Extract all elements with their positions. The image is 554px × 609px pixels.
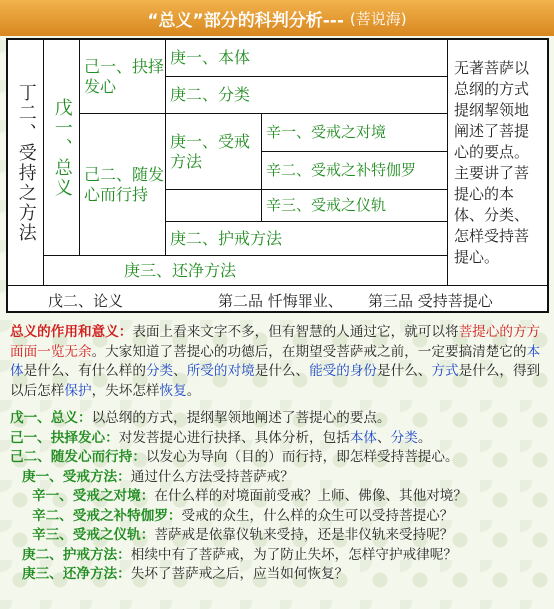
page-title: “总义”部分的科判分析--- xyxy=(147,10,344,31)
item-label: 庚三、还净方法： xyxy=(22,566,131,582)
cell-empty xyxy=(166,190,262,222)
cell-summary: 无著菩萨以总纲的方式提纲挈领地阐述了菩提心的要点。主要讲了菩提心的本体、分类、怎样受持菩提心。 xyxy=(448,40,547,286)
highlight-blue: 保护 xyxy=(64,382,92,399)
text-run: 。 xyxy=(186,382,201,399)
item-label: 庚一、受戒方法： xyxy=(22,468,131,485)
item-text: 以发心为导向（目的）而行持，即怎样受持菩提心。 xyxy=(145,449,459,465)
cell-geng3-huanjing: 庚三、还净方法 xyxy=(44,256,448,286)
item-wu1 xyxy=(10,409,550,429)
item-x1 xyxy=(10,487,550,507)
text-run: ，失坏怎样 xyxy=(91,382,160,399)
highlight-blue: 本体 xyxy=(349,429,378,446)
item-ji1 xyxy=(10,429,550,449)
highlight-blue: 分类 xyxy=(145,363,174,379)
item-g1 xyxy=(10,468,550,488)
cell-pin3: 第三品 受持菩提心 xyxy=(368,291,493,310)
item-x3 xyxy=(10,526,550,546)
item-g3 xyxy=(10,565,550,585)
cell-xin1: 辛一、受戒之对境 xyxy=(262,114,448,152)
outline-table xyxy=(6,38,549,313)
explanation-paragraph xyxy=(10,323,550,401)
cell-ji2: 己二、随发心而行持 xyxy=(80,114,166,256)
text-run: 是什么、有什么样的 xyxy=(23,363,146,379)
text-run: 是什么、 xyxy=(377,363,432,379)
highlight-blue: 恢复 xyxy=(159,382,187,399)
item-text: 受戒的众生，什么样的众生可以受持菩提心？ xyxy=(181,507,454,524)
text-run: 、 xyxy=(173,363,187,379)
highlight-blue: 所受的对境 xyxy=(186,363,255,379)
cell-wu1: 戊一、总义 xyxy=(44,40,80,256)
highlight-blue: 分类 xyxy=(390,429,418,446)
highlight-blue: 本体 xyxy=(10,343,541,379)
item-label: 己一、抉择发心： xyxy=(10,429,119,446)
item-label: 戊一、总义： xyxy=(10,410,92,426)
cell-ding2: 丁二、受持之方法 xyxy=(8,40,44,286)
item-label: 辛一、受戒之对境： xyxy=(32,488,155,504)
item-label: 庚二、护戒方法： xyxy=(22,546,131,563)
item-label: 辛二、受戒之补特伽罗： xyxy=(32,507,182,524)
title-source: (菩说海) xyxy=(349,9,407,28)
text-run: 表面上看来文字不多，但有智慧的人通过它，就可以将 xyxy=(132,324,459,340)
explanation-label: 总义的作用和意义： xyxy=(10,324,133,340)
highlight-red: 菩提心的方方面面一览无余 xyxy=(10,324,541,360)
item-label: 己二、随发心而行持： xyxy=(10,449,146,465)
cell-geng2-hujie: 庚二、护戒方法 xyxy=(166,222,448,256)
text-run: 是什么、 xyxy=(254,363,310,379)
text-run: 。大家知道了菩提心的功德后，在期望受菩萨戒之前，一定要搞清楚它的 xyxy=(91,343,527,360)
item-label: 辛三、受戒之仪轨： xyxy=(32,527,155,543)
item-text: 相续中有了菩萨戒，为了防止失坏，怎样守护戒律呢？ xyxy=(130,546,457,563)
item-text: 对发菩提心进行抉择、具体分析，包括 xyxy=(118,429,350,446)
item-text: 在什么样的对境面前受戒？上师、佛像、其他对境？ xyxy=(154,488,467,504)
cell-geng2-fenlei: 庚二、分类 xyxy=(166,77,448,114)
row-wu2 xyxy=(8,286,547,316)
cell-pin2: 第二品 忏悔罪业、 xyxy=(218,291,343,310)
cell-geng1-benti: 庚一、本体 xyxy=(166,40,448,77)
cell-geng1-shoujie: 庚一、受戒方法 xyxy=(166,114,262,190)
cell-ji1: 己一、抉择发心 xyxy=(80,40,166,114)
explanation-section xyxy=(10,323,550,585)
cell-xin2: 辛二、受戒之补特伽罗 xyxy=(262,152,448,190)
title-bar xyxy=(0,0,554,36)
text-run: 是什么，得到以后怎样 xyxy=(10,363,541,399)
item-text: 以总纲的方式，提纲挈领地阐述了菩提心的要点。 xyxy=(91,410,391,426)
item-text: 通过什么方法受持菩萨戒？ xyxy=(130,468,294,485)
item-x2 xyxy=(10,507,550,527)
item-g2 xyxy=(10,546,550,566)
item-ji2 xyxy=(10,448,550,468)
item-text: 。 xyxy=(417,429,432,446)
cell-wu2: 戊二、论义 xyxy=(48,291,124,310)
item-text: 、 xyxy=(377,429,391,446)
item-text: 菩萨戒是依靠仪轨来受持，还是非仪轨来受持呢？ xyxy=(154,527,454,543)
item-text: 失坏了菩萨戒之后，应当如何恢复？ xyxy=(130,566,349,582)
cell-xin3: 辛三、受戒之仪轨 xyxy=(262,190,448,222)
highlight-blue: 方式 xyxy=(431,363,459,379)
highlight-blue: 能受的身份 xyxy=(309,363,378,379)
